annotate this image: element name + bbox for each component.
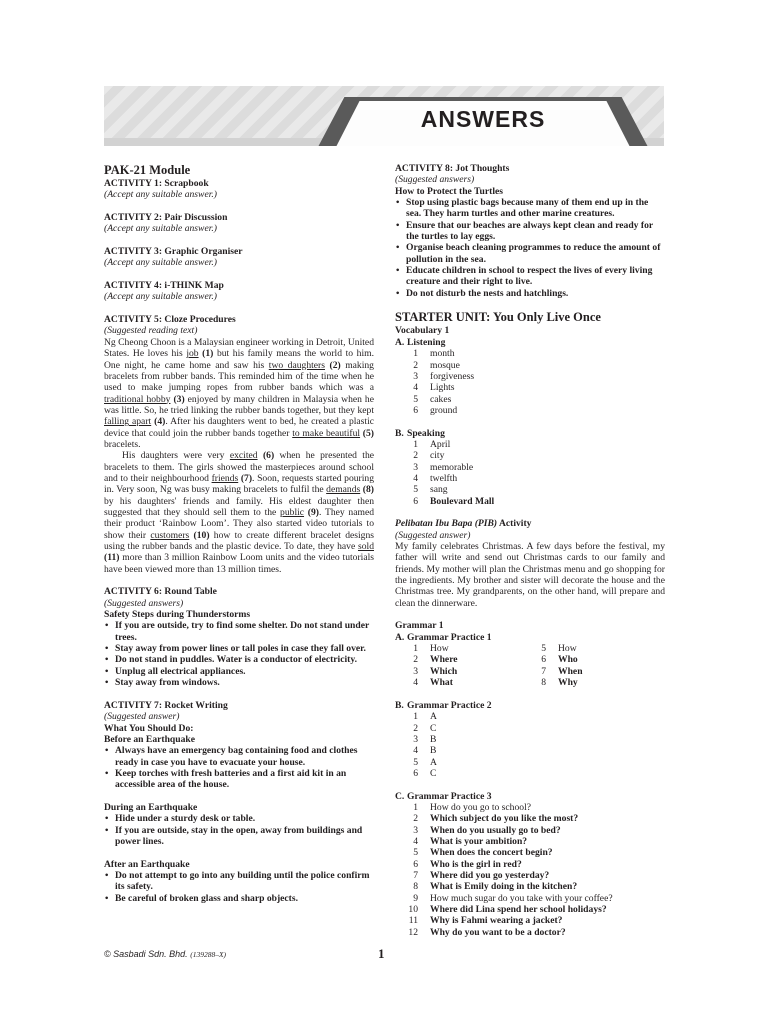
list-item: 5 When does the concert begin? — [413, 847, 553, 859]
list-item: 2 C — [413, 722, 437, 734]
list-item: 1 month — [413, 348, 455, 360]
list-item: 3 When do you usually go to bed? — [413, 824, 561, 836]
pib-text: My family celebrates Christmas. A few days before the festival, my father will write and send out Christmas cards to our family and friends. My mother will plan the Christmas menu and go shopping for the ingredients. My brother and sister will decorate the house and the Christmas tree. My grandparents, on the other hand, will prepare and clean the dinnerware. — [395, 541, 665, 609]
registration-number: (139288–X) — [190, 950, 227, 959]
answers-left — [395, 643, 523, 688]
activity-7-title: ACTIVITY 7: Rocket Writing — [104, 699, 228, 711]
answers-right — [523, 643, 651, 688]
list-item: • Unplug all electrical appliances. — [104, 666, 374, 677]
module-title: PAK-21 Module — [104, 163, 191, 177]
starter-unit-title: STARTER UNIT: You Only Live Once — [395, 310, 601, 325]
list-item: • Hide under a sturdy desk or table. — [104, 813, 374, 824]
activity-4-title: ACTIVITY 4: i-THINK Map — [104, 280, 224, 292]
list-item: • Do not attempt to go into any building until the police confirm its safety. — [104, 870, 374, 893]
after-earthquake-heading: After an Earthquake — [104, 858, 190, 870]
activity-8-heading: How to Protect the Turtles — [395, 185, 503, 197]
listening-heading: A. Listening — [395, 336, 446, 348]
activity-8-title: ACTIVITY 8: Jot Thoughts — [395, 163, 510, 174]
list-item: 1 How — [413, 643, 449, 655]
list-item: • Do not stand in puddles. Water is a conductor of electricity. — [104, 654, 374, 665]
grammar-practice-3-heading: C. Grammar Practice 3 — [395, 790, 492, 802]
page-number: 1 — [378, 946, 385, 961]
list-item: 6 C — [413, 767, 437, 779]
activity-1-title: ACTIVITY 1: Scrapbook — [104, 178, 209, 189]
grammar-practice-3-answers — [395, 802, 665, 938]
list-item: 1 A — [413, 711, 437, 723]
list-item: 6 Boulevard Mall — [413, 495, 495, 507]
list-item: • Educate children in school to respect the lives of every living creature and their right to live. — [395, 265, 665, 288]
turtles-list — [395, 197, 665, 299]
list-item: 5 cakes — [413, 393, 452, 405]
list-item: 5 A — [413, 756, 437, 768]
list-item: • Stay away from power lines or tall poles in case they fall over. — [104, 643, 374, 654]
page-title: ANSWERS — [420, 106, 546, 132]
grammar-practice-2-answers — [395, 711, 665, 779]
list-item: 3 B — [413, 733, 437, 745]
list-item: 2 Which subject do you like the most? — [413, 813, 579, 825]
list-item: 12 Why do you want to be a doctor? — [408, 926, 566, 938]
thunderstorm-list — [104, 620, 374, 688]
list-item: 4 What — [413, 677, 453, 689]
grammar-practice-2-heading: B. Grammar Practice 2 — [395, 699, 492, 711]
activity-6-heading: Safety Steps during Thunderstorms — [104, 609, 251, 621]
activity-2-title: ACTIVITY 2: Pair Discussion — [104, 212, 228, 224]
vocabulary-heading: Vocabulary 1 — [395, 325, 450, 337]
before-earthquake-heading: Before an Earthquake — [104, 733, 195, 745]
list-item: 6 ground — [413, 404, 458, 416]
list-item: 4 What is your ambition? — [413, 835, 528, 847]
after-earthquake-list — [104, 870, 374, 904]
list-item: 2 Where — [413, 654, 458, 666]
grammar-practice-1-answers — [395, 643, 665, 688]
cloze-paragraph-1: Ng Cheong Choon is a Malaysian engineer working in Detroit, United States. He loves his job (1) but his family means the world to him. One night, he came home and saw his two daughters (2) making bracelets from rubber bands. This reminded him of the time when he used to make jumping ropes from rubber bands which was a traditional hobby (3) enjoyed by many children in Malaysia when he was little. So, he tried linking the rubber bands together, but they kept falling apart (4). After his daughters went to bed, he created a plastic device that could join the rubber bands together to make beautiful (5) bracelets. — [104, 336, 374, 450]
list-item: • Do not disturb the nests and hatchlings. — [395, 288, 665, 299]
list-item: 2 city — [413, 450, 445, 462]
list-item: 1 April — [413, 438, 451, 450]
list-item: 11 Why is Fahmi wearing a jacket? — [408, 915, 563, 927]
list-item: 6 Who — [541, 654, 578, 666]
list-item: • Ensure that our beaches are always kept clean and ready for the turtles to lay eggs. — [395, 220, 665, 243]
grammar-practice-1-heading: A. Grammar Practice 1 — [395, 631, 492, 643]
list-item: 2 mosque — [413, 359, 460, 371]
list-item: • Keep torches with fresh batteries and a first aid kit in an accessible area of the house. — [104, 768, 374, 791]
list-item: • Always have an emergency bag containing food and clothes ready in case you have to evacuate your house. — [104, 745, 374, 768]
activity-8-note: (Suggested answers) — [395, 174, 475, 186]
list-item: 8 Why — [541, 677, 578, 689]
speaking-answers — [395, 439, 665, 507]
activity-6-title: ACTIVITY 6: Round Table — [104, 586, 217, 598]
list-item: 7 When — [541, 665, 583, 677]
cloze-paragraph-2: His daughters were very excited (6) when he presented the bracelets to them. The girls showed the masterpieces around school and to their neighbourhood friends (7). Soon, requests started pouring in. Very soon, Ng was busy making bracelets to fulfil the demands (8) by his daughters' friends and family. His eldest daughter then suggested that they should sell them to the public (9). They named their product ‘Rainbow Loom’. They also started video tutorials to show their customers (10) how to create different bracelet designs using the rubber bands and the plastic device. To date, they have sold (11) more than 3 million Rainbow Loom units and the video tutorials have been viewed more than 13 million times. — [104, 450, 375, 575]
left-column — [104, 163, 374, 904]
activity-2-note: (Accept any suitable answer.) — [104, 223, 217, 235]
before-earthquake-list — [104, 745, 374, 790]
activity-5-title: ACTIVITY 5: Cloze Procedures — [104, 314, 236, 326]
list-item: 8 What is Emily doing in the kitchen? — [413, 881, 578, 893]
list-item: 3 forgiveness — [413, 370, 475, 382]
activity-6-note: (Suggested answers) — [104, 597, 184, 609]
publisher-footer — [104, 949, 226, 959]
publisher-name: © Sasbadi Sdn. Bhd. — [104, 949, 188, 959]
activity-4-note: (Accept any suitable answer.) — [104, 291, 217, 303]
list-item: 5 sang — [413, 484, 448, 496]
speaking-heading: B. Speaking — [395, 427, 445, 439]
list-item: 1 How do you go to school? — [413, 801, 531, 813]
list-item: 9 How much sugar do you take with your coffee? — [413, 892, 613, 904]
list-item: 4 Lights — [413, 382, 455, 394]
right-column — [395, 163, 665, 938]
list-item: • Stop using plastic bags because many of them end up in the sea. They harm turtles and other marine creatures. — [395, 197, 665, 220]
activity-7-heading: What You Should Do: — [104, 722, 194, 734]
list-item: 4 twelfth — [413, 472, 458, 484]
list-item: • Be careful of broken glass and sharp objects. — [104, 893, 374, 904]
activity-7-note: (Suggested answer) — [104, 711, 180, 723]
list-item: • Organise beach cleaning programmes to reduce the amount of pollution in the sea. — [395, 242, 665, 265]
activity-1-note: (Accept any suitable answer.) — [104, 189, 217, 201]
pib-title: Pelibatan Ibu Bapa (PIB) Activity — [395, 518, 532, 530]
pib-note: (Suggested answer) — [395, 529, 471, 541]
list-item: 6 Who is the girl in red? — [413, 858, 522, 870]
list-item: 3 memorable — [413, 461, 474, 473]
activity-5-note: (Suggested reading text) — [104, 325, 198, 337]
activity-3-note: (Accept any suitable answer.) — [104, 257, 217, 269]
listening-answers — [395, 348, 665, 416]
answers-banner — [104, 86, 664, 146]
list-item: 10 Where did Lina spend her school holidays? — [408, 904, 607, 915]
during-earthquake-list — [104, 813, 374, 847]
list-item: 5 How — [541, 643, 577, 655]
during-earthquake-heading: During an Earthquake — [104, 801, 198, 813]
list-item: • If you are outside, try to find some shelter. Do not stand under trees. — [104, 620, 374, 643]
list-item: • Stay away from windows. — [104, 677, 374, 688]
list-item: • If you are outside, stay in the open, away from buildings and power lines. — [104, 825, 374, 848]
list-item: 4 B — [413, 745, 437, 757]
list-item: 3 Which — [413, 665, 458, 677]
grammar-heading: Grammar 1 — [395, 620, 444, 632]
list-item: 7 Where did you go yesterday? — [413, 869, 550, 881]
activity-3-title: ACTIVITY 3: Graphic Organiser — [104, 246, 243, 258]
